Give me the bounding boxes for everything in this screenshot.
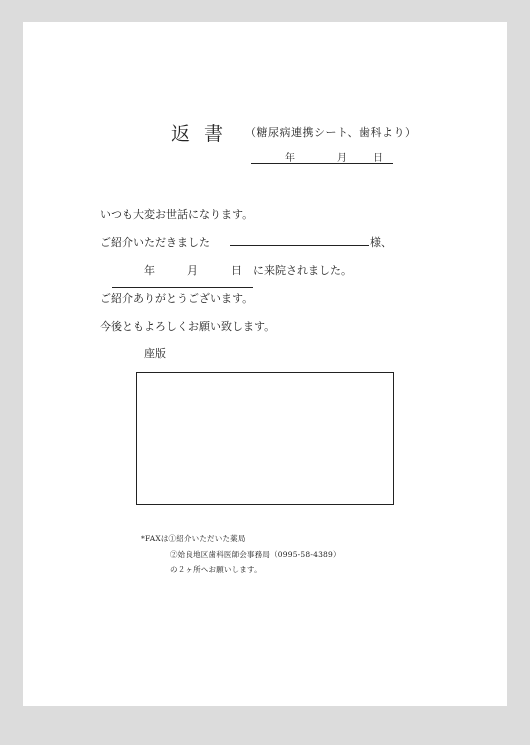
fax-note-line-2: ②姶良地区歯科医師会事務局（0995-58-4389）	[170, 550, 341, 559]
visit-month-label: 月	[187, 264, 198, 277]
document-subtitle: （糖尿病連携シート、歯科より）	[245, 126, 417, 139]
patient-name-field	[230, 245, 369, 246]
date-month-label: 月	[337, 153, 347, 164]
referral-suffix: 様、	[370, 236, 392, 249]
closing-text: 今後ともよろしくお願い致します。	[100, 320, 276, 333]
visit-day-label: 日	[231, 264, 242, 277]
date-day-label: 日	[373, 153, 383, 164]
visit-year-label: 年	[144, 264, 155, 277]
date-year-label: 年	[285, 153, 295, 164]
stamp-label: 座版	[144, 347, 166, 360]
reply-date-field	[251, 149, 393, 164]
fax-note-line-3: の２ヶ所へお願いします。	[170, 565, 262, 574]
document-title: 返書	[171, 123, 238, 145]
greeting-text: いつも大変お世話になります。	[100, 208, 254, 221]
referral-prefix: ご紹介いただきました	[100, 236, 210, 249]
thanks-text: ご紹介ありがとうございます。	[100, 292, 254, 305]
stamp-box	[136, 372, 394, 505]
visit-suffix: に来院されました。	[253, 264, 352, 277]
document-page	[23, 22, 507, 706]
fax-note-line-1: *FAXは①紹介いただいた薬局	[141, 534, 246, 543]
